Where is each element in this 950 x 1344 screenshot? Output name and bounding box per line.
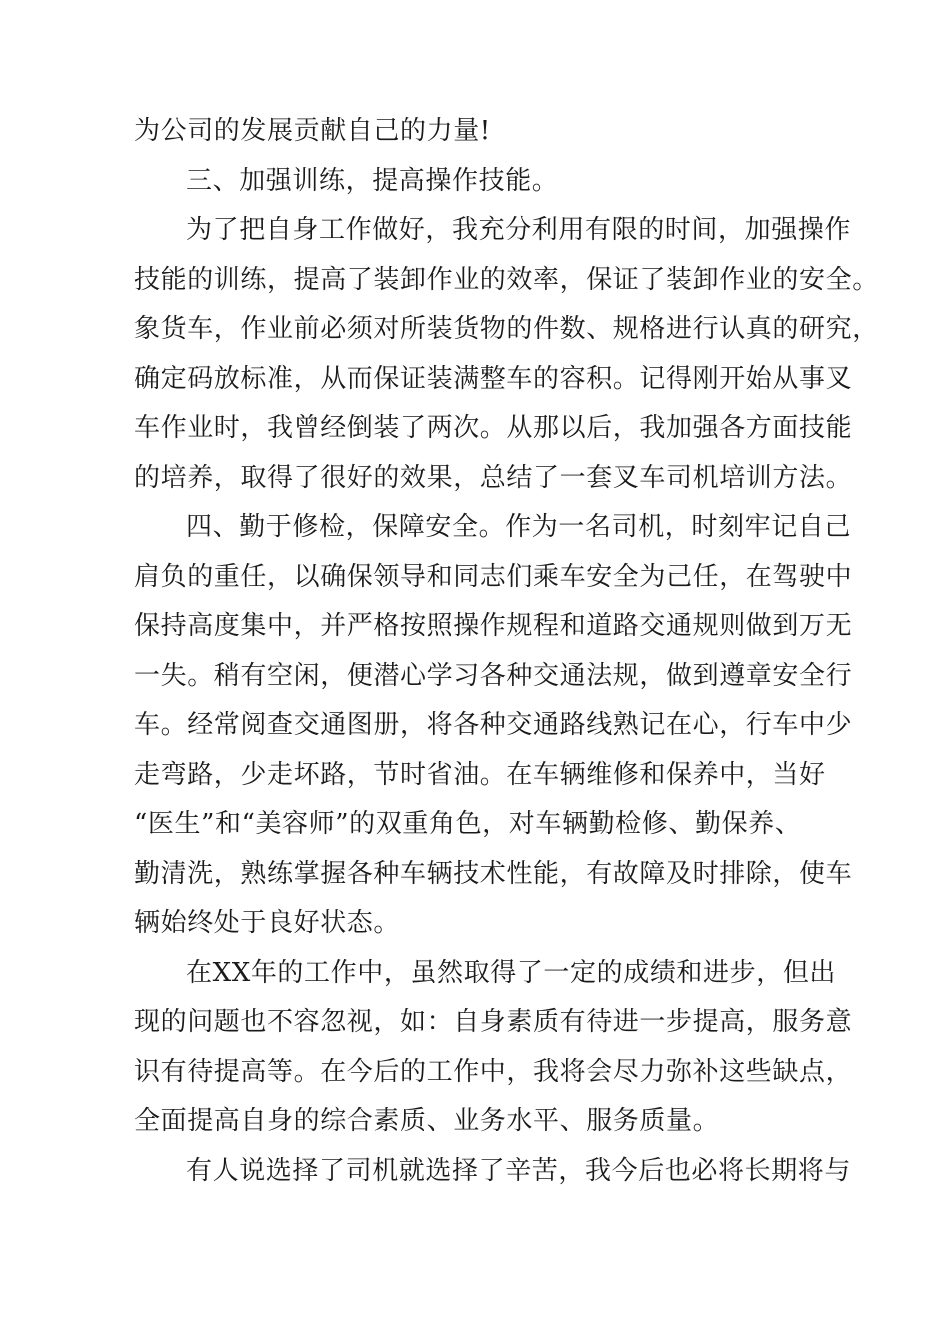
document-body bbox=[134, 107, 879, 1196]
text-line: 有人说选择了司机就选择了辛苦，我今后也必将长期将与 bbox=[186, 1155, 852, 1186]
text-line: 象货车，作业前必须对所装货物的件数、规格进行认真的研究， bbox=[134, 314, 879, 344]
text-line: 技能的训练，提高了装卸作业的效率，保证了装卸作业的安全。 bbox=[134, 264, 879, 295]
text-line: “医生”和“美容师”的双重角色，对车辆勤检修、勤保养、 bbox=[134, 809, 802, 839]
text-line: 现的问题也不容忽视，如：自身素质有待进一步提高，服务意 bbox=[134, 1007, 853, 1037]
text-line: 车。经常阅查交通图册，将各种交通路线熟记在心，行车中少 bbox=[134, 710, 853, 740]
text-line: 保持高度集中，并严格按照操作规程和道路交通规则做到万无 bbox=[134, 611, 853, 641]
text-line: 四、勤于修检，保障安全。作为一名司机，时刻牢记自己 bbox=[186, 512, 852, 542]
text-line: 确定码放标准，从而保证装满整车的容积。记得刚开始从事叉 bbox=[134, 363, 853, 394]
text-line: 在XX年的工作中，虽然取得了一定的成绩和进步，但出 bbox=[186, 957, 837, 988]
text-line: 勤清洗，熟练掌握各种车辆技术性能，有故障及时排除，使车 bbox=[134, 858, 853, 889]
text-line: 肩负的重任，以确保领导和同志们乘车安全为己任，在驾驶中 bbox=[134, 561, 853, 592]
text-line: 一失。稍有空闲，便潜心学习各种交通法规，做到遵章安全行 bbox=[134, 660, 853, 691]
text-line: 为了把自身工作做好，我充分利用有限的时间，加强操作 bbox=[186, 215, 852, 245]
text-line: 全面提高自身的综合素质、业务水平、服务质量。 bbox=[134, 1106, 720, 1136]
text-line: 辆始终处于良好状态。 bbox=[134, 908, 401, 938]
text-line: 识有待提高等。在今后的工作中，我将会尽力弥补这些缺点， bbox=[134, 1056, 853, 1087]
text-line: 走弯路，少走坏路，节时省油。在车辆维修和保养中，当好 bbox=[134, 759, 826, 790]
text-line: 为公司的发展贡献自己的力量! bbox=[134, 116, 491, 146]
text-line: 车作业时，我曾经倒装了两次。从那以后，我加强各方面技能 bbox=[134, 413, 853, 443]
text-line: 的培养，取得了很好的效果，总结了一套叉车司机培训方法。 bbox=[134, 462, 853, 493]
section-heading: 三、加强训练，提高操作技能。 bbox=[186, 165, 559, 196]
